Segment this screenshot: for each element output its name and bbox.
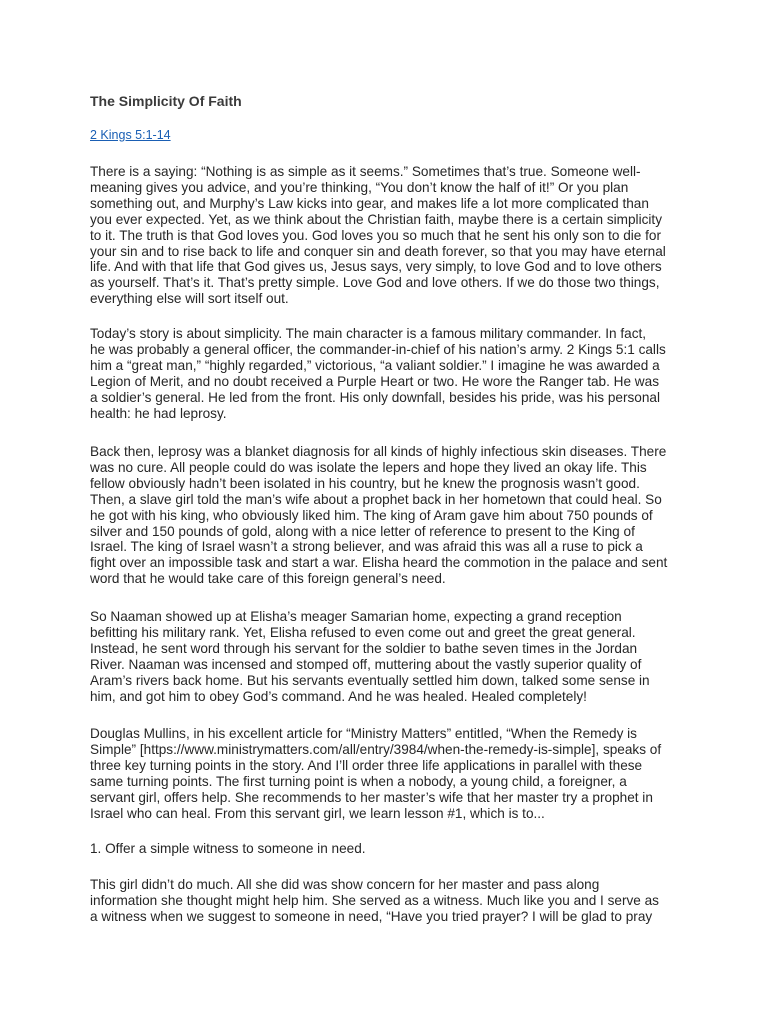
paragraph-story-simplicity	[90, 326, 680, 421]
paragraph-leprosy	[90, 444, 680, 587]
paragraph-naaman	[90, 609, 680, 704]
text-line: him a “great man,” “highly regarded,” victorious, “a valiant soldier.” I imagine he was awarded a	[90, 357, 660, 373]
text-line: There is a saying: “Nothing is as simple as it seems.” Sometimes that’s true. Someone well-	[90, 164, 641, 179]
text-line: Legion of Merit, and no doubt received a Purple Heart or two. He wore the Ranger tab. He was	[90, 373, 659, 389]
text-line: your sin and to rise back to life and conquer sin and death forever, so that you may have eternal	[90, 243, 666, 259]
text-line: same turning points. The first turning point is when a nobody, a young child, a foreigner, a	[90, 773, 627, 789]
text-line: River. Naaman was incensed and stomped off, muttering about the vastly superior quality of	[90, 656, 642, 672]
text-line: information she thought might help him. She served as a witness. Much like you and I serve as	[90, 892, 659, 908]
text-line: fellow obviously hadn’t been isolated in his country, but he knew the prognosis wasn’t good.	[90, 475, 640, 491]
text-line: Instead, he sent word through his servant for the soldier to bathe seven times in the Jordan	[90, 640, 638, 656]
text-line: silver and 150 pounds of gold, along with a nice letter of reference to present to the King of	[90, 523, 635, 539]
text-line: Today’s story is about simplicity. The main character is a famous military commander. In fact,	[90, 326, 647, 341]
text-line: word that he would take care of this foreign general’s need.	[90, 571, 446, 587]
text-line: a soldier’s general. He led from the front. His only downfall, besides his pride, was his personal	[90, 389, 660, 405]
text-line: to it. The truth is that God loves you. God loves you so much that he sent his only son to die for	[90, 227, 661, 243]
text-line: he was probably a general officer, the commander-in-chief of his nation’s army. 2 Kings 5:1 calls	[90, 341, 666, 357]
text-line: servant girl, offers help. She recommends to her master’s wife that her master try a prophet in	[90, 789, 653, 805]
text-line: something out, and Murphy’s Law kicks into gear, and makes life a lot more complicated than	[90, 195, 649, 211]
text-line: you ever expected. Yet, as we think about the Christian faith, maybe there is a certain simplicity	[90, 211, 662, 227]
text-line: everything else will sort itself out.	[90, 291, 289, 307]
paragraph-servant-girl	[90, 877, 680, 925]
text-line: befitting his military rank. Yet, Elisha refused to even come out and greet the great general.	[90, 624, 636, 640]
paragraph-mullins	[90, 726, 680, 821]
text-line: meaning gives you advice, and you’re thinking, “You don’t know the half of it!” Or you plan	[90, 179, 629, 195]
page-title: The Simplicity Of Faith	[90, 93, 242, 109]
text-line: life. And with that life that God gives us, Jesus says, very simply, to love God and to love others	[90, 259, 662, 275]
text-line: him, and got him to obey God’s command. And he was healed. Healed completely!	[90, 688, 587, 704]
text-line: Douglas Mullins, in his excellent article for “Ministry Matters” entitled, “When the Remedy is	[90, 726, 637, 741]
text-line: three key turning points in the story. And I’ll order three life applications in parallel with these	[90, 757, 643, 773]
text-line: Israel who can heal. From this servant girl, we learn lesson #1, which is to...	[90, 805, 545, 821]
text-line: So Naaman showed up at Elisha’s meager Samarian home, expecting a grand reception	[90, 609, 622, 624]
text-line: Aram’s rivers back home. But his servants eventually settled him down, talked some sense in	[90, 672, 650, 688]
text-line: he got with his king, who obviously liked him. The king of Aram gave him about 750 pounds of	[90, 507, 653, 523]
paragraph-intro	[90, 164, 680, 307]
text-line: health: he had leprosy.	[90, 405, 227, 421]
text-line: Simple” [https://www.ministrymatters.com/all/entry/3984/when-the-remedy-is-simple], speaks of	[90, 741, 662, 757]
point-1-heading: 1. Offer a simple witness to someone in need.	[90, 841, 366, 856]
text-line: Israel. The king of Israel wasn’t a strong believer, and was afraid this was all a ruse to pick a	[90, 539, 643, 555]
scripture-reference-link[interactable]: 2 Kings 5:1-14	[90, 128, 171, 142]
text-line: Then, a slave girl told the man’s wife about a prophet back in her hometown that could heal. So	[90, 491, 662, 507]
text-line: a witness when we suggest to someone in need, “Have you tried prayer? I will be glad to pray	[90, 908, 653, 924]
text-line: Back then, leprosy was a blanket diagnosis for all kinds of highly infectious skin diseases. There	[90, 444, 667, 459]
text-line: as yourself. That’s it. That’s pretty simple. Love God and love others. If we do those two things,	[90, 275, 660, 291]
text-line: was no cure. All people could do was isolate the lepers and hope they lived an okay life. This	[90, 459, 647, 475]
text-line: This girl didn’t do much. All she did was show concern for her master and pass along	[90, 877, 600, 892]
text-line: fight over an impossible task and start a war. Elisha heard the commotion in the palace and sent	[90, 555, 668, 571]
